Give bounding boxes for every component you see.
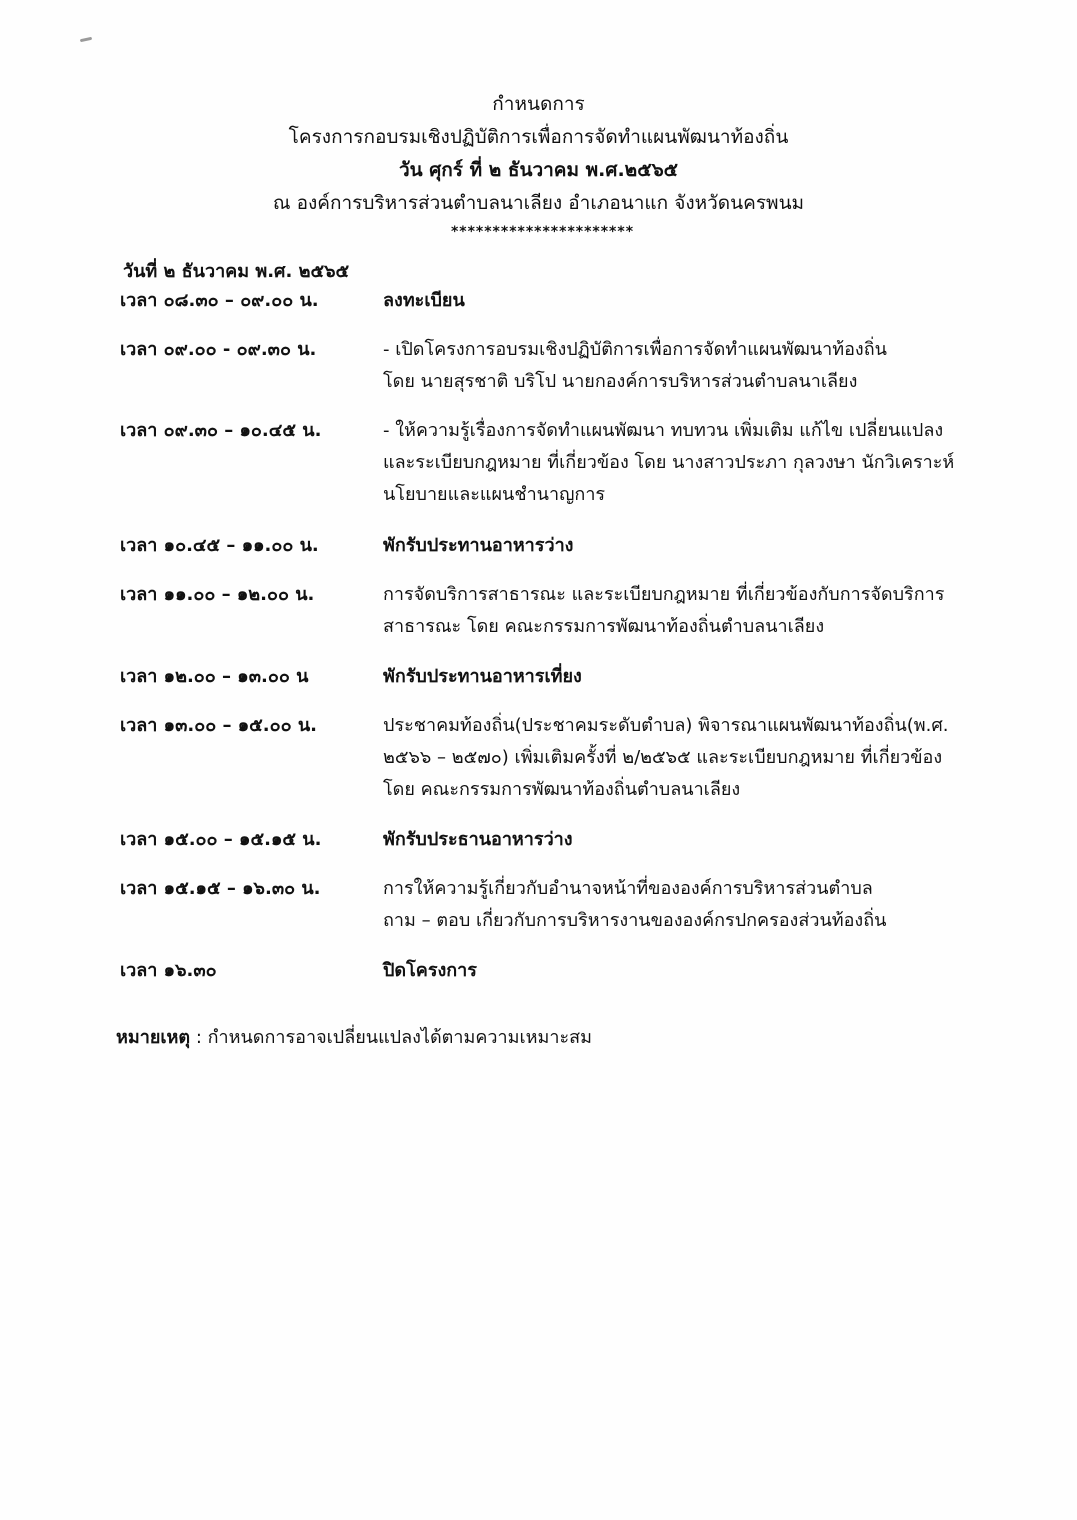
schedule-activity [383,873,1003,937]
schedule-time: เวลา ๑๒.๐๐ – ๑๓.๐๐ น [120,666,309,687]
activity-line: - ให้ความรู้เรื่องการจัดทำแผนพัฒนา ทบทวน เพิ่มเติม แก้ไข เปลี่ยนแปลง [383,420,944,441]
schedule-activity [383,710,1003,806]
footnote [116,1022,592,1054]
document-title: กำหนดการ [492,93,585,115]
schedule-time: เวลา ๑๓.๐๐ – ๑๕.๐๐ น. [120,715,318,736]
activity-line: - เปิดโครงการอบรมเชิงปฏิบัติการเพื่อการจัดทำแผนพัฒนาท้องถิ่น [383,339,887,360]
schedule-time: เวลา ๑๖.๓๐ [120,960,217,981]
activity-line: ปิดโครงการ [383,960,477,981]
event-venue: ณ องค์การบริหารส่วนตำบลนาเลียง อำเภอนาแก จังหวัดนครพนม [272,192,805,214]
activity-line: ถาม – ตอบ เกี่ยวกับการบริหารงานขององค์กรปกครองส่วนท้องถิ่น [383,910,887,931]
schedule-time: เวลา ๑๕.๐๐ – ๑๕.๑๕ น. [120,829,322,850]
activity-line: สาธารณะ โดย คณะกรรมการพัฒนาท้องถิ่นตำบลนาเลียง [383,616,825,637]
event-date: วัน ศุกร์ ที่ ๒ ธันวาคม พ.ศ.๒๕๖๕ [398,159,679,181]
schedule-activity [383,579,1003,643]
activity-line: พักรับประธานอาหารว่าง [383,829,573,850]
schedule-activity [383,824,1003,856]
activity-line: ประชาคมท้องถิ่น(ประชาคมระดับตำบล) พิจารณาแผนพัฒนาท้องถิ่น(พ.ศ. [383,715,949,736]
schedule-activity [383,530,1003,562]
schedule-time: เวลา ๐๘.๓๐ – ๐๙.๐๐ น. [120,290,319,311]
activity-line: และระเบียบกฎหมาย ที่เกี่ยวข้อง โดย นางสาวประภา กุลวงษา นักวิเคราะห์ [383,452,955,473]
header-divider: ********************** [450,224,635,240]
note-label: หมายเหตุ [116,1027,191,1048]
project-name: โครงการกอบรมเชิงปฏิบัติการเพื่อการจัดทำแผนพัฒนาท้องถิ่น [288,126,789,148]
activity-line: นโยบายและแผนชำนาญการ [383,484,606,505]
schedule-activity [383,285,1003,317]
schedule-time: เวลา ๐๙.๐๐ - ๐๙.๓๐ น. [120,339,317,360]
activity-line: การให้ความรู้เกี่ยวกับอำนาจหน้าที่ขององค์การบริหารส่วนตำบล [383,878,873,899]
activity-line: การจัดบริการสาธารณะ และระเบียบกฎหมาย ที่เกี่ยวข้องกับการจัดบริการ [383,584,945,605]
scan-speck [80,37,92,42]
schedule-activity [383,415,1003,511]
activity-line: ลงทะเบียน [383,290,465,311]
schedule-activity [383,661,1003,693]
activity-line: พักรับประทานอาหารเที่ยง [383,666,582,687]
note-text: : กำหนดการอาจเปลี่ยนแปลงได้ตามความเหมาะสม [195,1027,592,1048]
schedule-time: เวลา ๑๑.๐๐ – ๑๒.๐๐ น. [120,584,315,605]
schedule-time: เวลา ๑๕.๑๕ – ๑๖.๓๐ น. [120,878,321,899]
schedule-activity [383,334,1003,398]
schedule-date-heading: วันที่ ๒ ธันวาคม พ.ศ. ๒๕๖๕ [123,261,350,282]
schedule-activity [383,955,1003,987]
activity-line: ๒๕๖๖ – ๒๕๗๐) เพิ่มเติมครั้งที่ ๒/๒๕๖๕ และระเบียบกฎหมาย ที่เกี่ยวข้อง [383,747,943,768]
activity-line: โดย นายสุรชาติ บริโป นายกองค์การบริหารส่วนตำบลนาเลียง [383,371,858,392]
activity-line: พักรับประทานอาหารว่าง [383,535,574,556]
activity-line: โดย คณะกรรมการพัฒนาท้องถิ่นตำบลนาเลียง [383,779,741,800]
schedule-time: เวลา ๑๐.๔๕ – ๑๑.๐๐ น. [120,535,319,556]
schedule-time: เวลา ๐๙.๓๐ – ๑๐.๔๕ น. [120,420,322,441]
document-header [0,88,1077,244]
